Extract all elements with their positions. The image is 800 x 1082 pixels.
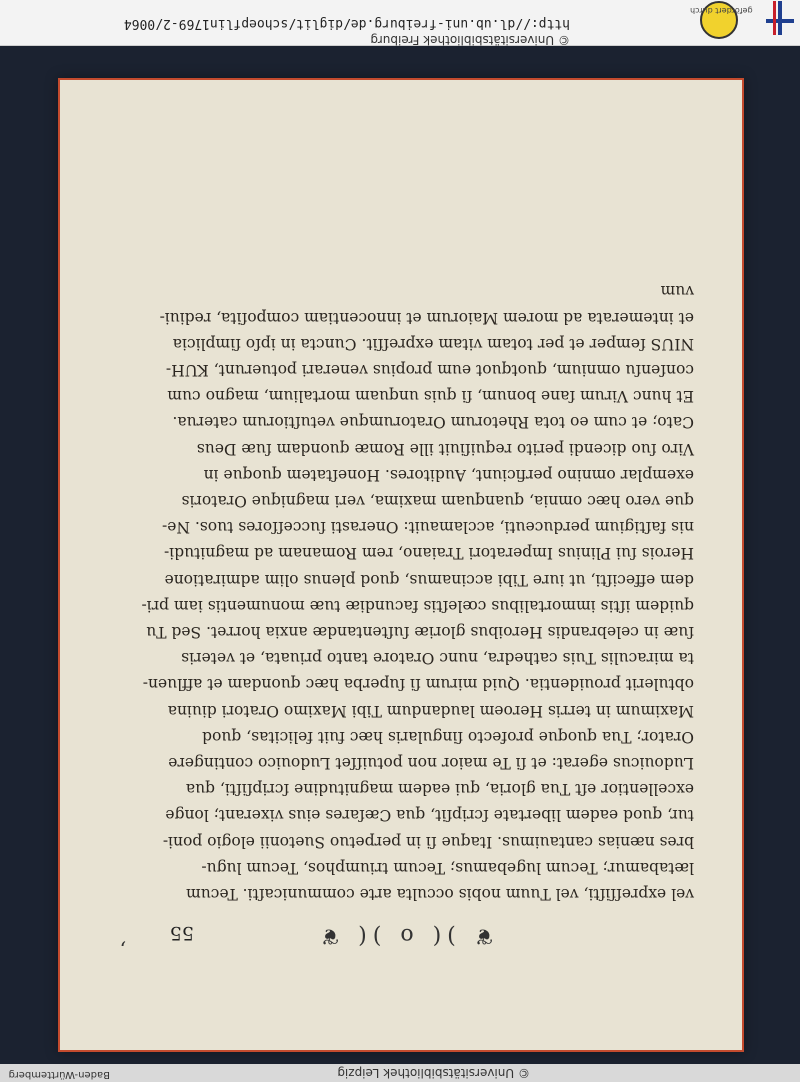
page-number: 55 [169,922,194,944]
text-line: conſenſu omnium, quotquot eum propius venerari potuerunt, KUH- [165,360,694,379]
text-line: et intemerata ad morem Maiorum et innocentiam compoſita, rediui- [159,308,694,327]
text-line: Herois ſui Plinius Imperatori Traiano, rem Romanam ad magnitudi- [163,544,694,563]
text-line: NIUS ſemper et per totam vitam expreſſit. Cuncta in ipſo ſimplicia [172,334,694,353]
text-line: excellentior eſt Tua gloria, qui eadem magnitudine ſcripſiſti, qua [185,780,694,799]
text-line: ſuæ in celebrandis Heroibus gloriæ ſuſtentandæ anxia horret. Sed Tu [146,622,694,641]
sponsor-caption: gefördert durch [690,6,753,15]
text-line: ta miraculis Tuis cathedra, nunc Oratore tanto priuata, et veteris [181,649,694,668]
ink-mark: , [119,939,126,963]
header-ornament: ❦ )( o )( ❦ [314,923,494,948]
text-line: Viro ſuo dicendi perito requiſiuit ille Romæ quondam ſuæ Deus [196,439,694,458]
text-line: exemplar omnino perficiunt, Auditores. Honeſtatem quoque in [203,465,694,484]
text-line: que vero hæc omnia, quanquam maxima, veri magnique Oratoris [181,491,694,510]
footer-region: Baden-Württemberg [8,1069,110,1080]
text-line: tur, quod eadem libertate ſcripſit, qua Cæſares eius vixerant; longe [165,806,694,825]
text-line: nis faſtigium perduceuti, acclamauit: Onerasti ſucceſſores tuos. Ne- [162,518,694,537]
text-line: Maximum in terris Heroem laudandum Tibi Maximo Oratori diuina [167,701,694,720]
text-line: vum [660,282,694,301]
permalink[interactable]: http://dl.ub.uni-freiburg.de/diglit/schoepflin1769-2/0064 [123,16,570,31]
footer-copyright: © Universitätsbibliothek Leipzig [337,1066,530,1080]
text-line: dem effeciſti, ut iure Tibi accinamus, quod plenus olim admiratione [164,570,694,589]
text-line: Et hunc Virum ſane bonum, ſi quis unquam mortalium, magno cum [167,387,694,406]
text-line: obtulerit prouidentia. Quid mirum ſi ſuperba hæc quondam et affluen- [142,675,694,694]
body-text [84,278,694,907]
viewer-header [0,0,800,46]
university-logo-icon [754,0,800,37]
footer-strip [0,1064,800,1082]
text-line: bres nænias cantauimus. Itaque ſi in perpetuo Suetonii elogio poni- [162,832,694,851]
viewer-copyright: © Universitätsbibliothek Freiburg [370,33,570,47]
text-line: vel expreſſiſti, vel Tuum nobis occulta arte communicaſti. Tecum [186,885,694,903]
text-line: Orator; Tua quoque profecto ſingularis hæc fuit felicitas, quod [202,727,694,746]
text-line: lætabamur; Tecum lugebamus; Tecum triumphos, Tecum lugu- [201,858,694,877]
book-page [58,78,744,1052]
text-line: quidem iſtis immortalibus cœleſtis facundiæ tuæ monumentis iam pri- [141,596,694,615]
text-line: Cato; et cum eo tota Rhetorum Oratorumque vetuſtiorum caterua. [172,413,694,432]
text-line: Ludouicus egerat: et ſi Te maior non potuiſſet Ludouico contingere [168,753,694,772]
